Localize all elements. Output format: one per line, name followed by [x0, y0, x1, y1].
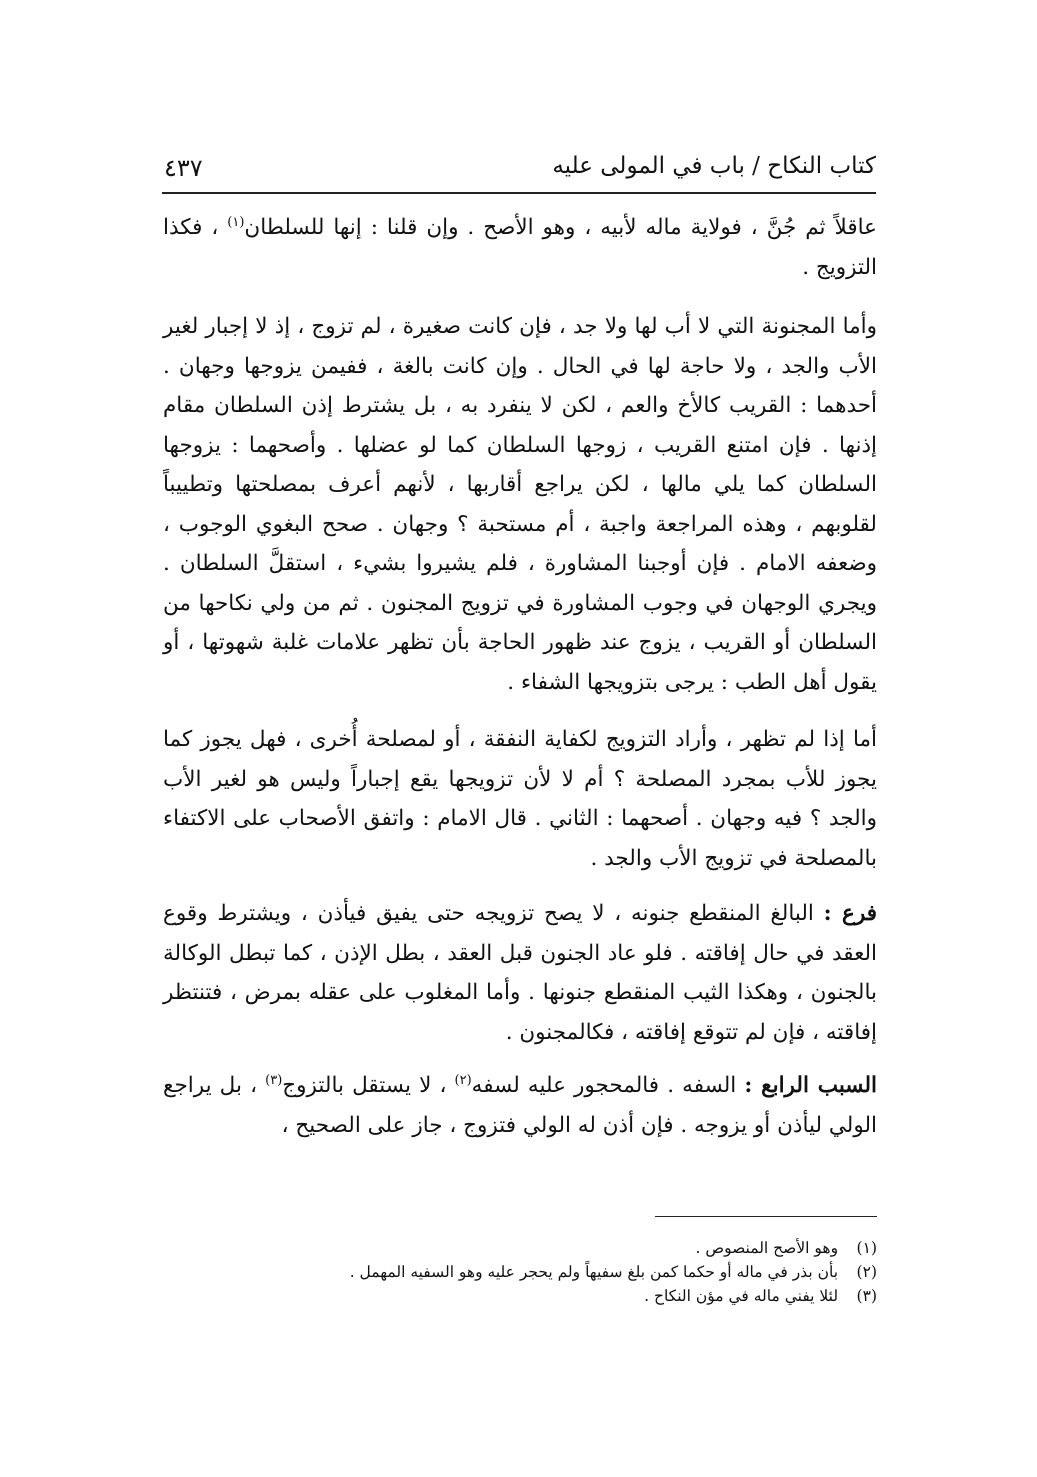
paragraph-text: البالغ المنقطع جنونه ، لا يصح تزويجه حتى يفيق فيأذن ، ويشترط وقوع العقد في حال إفاقته . فلو عاد الجنون قبل العقد ، بطل الإذن ، كما تبطل الوكالة بالجنون ، وهكذا الثيب المنقطع جنونها . وأما المغلوب على عقله بمرض ، فتنتظر إفاقته ، فإن لم تتوقع إفاقته ، فكالمجنون .	[163, 901, 877, 1045]
running-header	[164, 150, 876, 190]
main-text	[163, 208, 877, 1145]
paragraph-5	[163, 1066, 877, 1145]
paragraph-2	[163, 307, 877, 702]
footnote	[163, 1260, 877, 1284]
paragraph-text: ، لا يستقل بالتزوج	[282, 1073, 455, 1098]
footnote-text: لئلا يفني ماله في مؤن النكاح .	[644, 1287, 839, 1305]
footnote	[163, 1284, 877, 1308]
footnote-divider	[655, 1216, 877, 1217]
footnote-ref-3: (٣)	[265, 1072, 283, 1088]
paragraph-text: ، فكذا التزويج .	[163, 215, 877, 280]
footnote-text: وهو الأصح المنصوص .	[695, 1239, 839, 1257]
footnote-number: (١)	[856, 1239, 877, 1257]
paragraph-text: ، بل يراجع الولي ليأذن أو يزوجه . فإن أذن له الولي فتزوج ، جاز على الصحيح ،	[163, 1073, 877, 1138]
footnote-number: (٢)	[856, 1263, 877, 1281]
footnote-text: بأن بذر في ماله أو حكما كمن بلغ سفيهاً ولم يحجر عليه وهو السفيه المهمل .	[349, 1263, 839, 1281]
footnote-number: (٣)	[856, 1287, 877, 1305]
paragraph-text: السفه . فالمحجور عليه لسفه	[471, 1073, 745, 1098]
paragraph-text: عاقلاً ثم جُنَّ ، فولاية ماله لأبيه ، وهو الأصح . وإن قلنا : إنها للسلطان	[244, 215, 877, 240]
paragraph-text: وأما المجنونة التي لا أب لها ولا جد ، فإن كانت صغيرة ، لم تزوج ، إذ لا إجبار لغير الأب والجد ، ولا حاجة لها في الحال . وإن كانت بالغة ، ففيمن يزوجها وجهان . أحدهما : القريب كالأخ والعم ، لكن لا ينفرد به ، بل يشترط إذن السلطان مقام إذنها . فإن امتنع القريب ، زوجها السلطان كما لو عضلها . وأصحهما : يزوجها السلطان كما يلي مالها ، لكن يراجع أقاربها ، لأنهم أعرف بمصلحتها وتطييباً لقلوبهم ، وهذه المراجعة واجبة ، أم مستحبة ؟ وجهان . صحح البغوي الوجوب ، وضعفه الامام . فإن أوجبنا المشاورة ، فلم يشيروا بشيء ، استقلَّ السلطان . ويجري الوجهان في وجوب المشاورة في تزويج المجنون . ثم من ولي نكاحها من السلطان أو القريب ، يزوج عند ظهور الحاجة بأن تظهر علامات غلبة شهوتها ، أو يقول أهل الطب : يرجى بتزويجها الشفاء .	[163, 314, 877, 695]
footnote-ref-1: (١)	[227, 214, 245, 230]
section-lead: فرع :	[823, 901, 877, 926]
footnote-ref-2: (٢)	[454, 1072, 472, 1088]
paragraph-1	[163, 208, 877, 287]
paragraph-text: أما إذا لم تظهر ، وأراد التزويج لكفاية النفقة ، أو لمصلحة أُخرى ، فهل يجوز كما يجوز للأب بمجرد المصلحة ؟ أم لا لأن تزويجها يقع إجباراً وليس هو لغير الأب والجد ؟ فيه وجهان . أصحهما : الثاني . قال الامام : واتفق الأصحاب على الاكتفاء بالمصلحة في تزويج الأب والجد .	[163, 727, 877, 871]
paragraph-3	[163, 720, 877, 878]
header-divider	[162, 192, 876, 194]
page-number: ٤٣٧	[164, 154, 203, 182]
footnotes	[163, 1236, 877, 1308]
section-lead: السبب الرابع :	[744, 1073, 878, 1098]
footnote	[163, 1236, 877, 1260]
header-title: كتاب النكاح / باب في المولى عليه	[552, 153, 876, 179]
paragraph-4	[163, 894, 877, 1052]
